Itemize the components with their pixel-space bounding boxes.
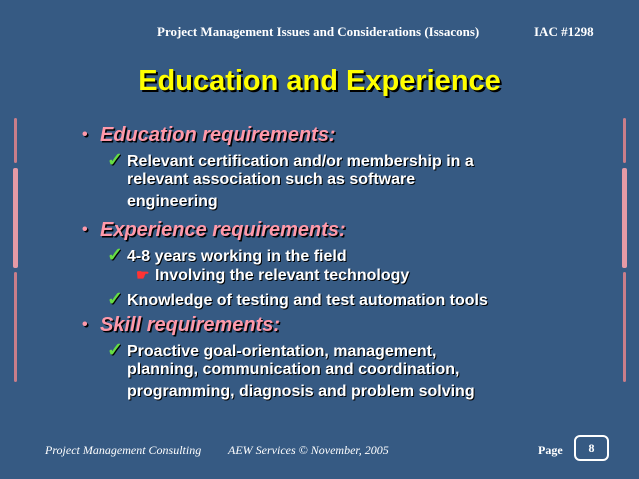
check-icon: ✓ (107, 245, 123, 266)
left-accent-bar-main (13, 168, 18, 268)
list-item (107, 244, 347, 267)
check-icon: ✓ (107, 289, 123, 310)
heading-label: Education requirements: (100, 124, 336, 146)
list-item-continuation: planning, communication and coordination, (127, 361, 460, 378)
section-heading-skills (82, 314, 280, 337)
item-text: Relevant certification and/or membership in a (127, 153, 474, 170)
check-icon: ✓ (107, 150, 123, 171)
footer-organization: Project Management Consulting (45, 443, 202, 457)
list-item-continuation: relevant association such as software (127, 171, 416, 188)
check-icon: ✓ (107, 340, 123, 361)
list-item-continuation: engineering (127, 193, 218, 210)
right-accent-bar-bottom (623, 272, 626, 382)
page-label: Page (538, 443, 563, 457)
item-text: 4-8 years working in the field (127, 248, 347, 265)
item-text: Proactive goal-orientation, management, (127, 343, 437, 360)
right-accent-bar-top (623, 118, 626, 163)
section-heading-education (82, 124, 336, 147)
pointing-hand-icon: ☛ (136, 267, 150, 284)
list-item (107, 339, 436, 362)
bullet-icon: • (82, 126, 88, 143)
page-number: 8 (574, 435, 609, 461)
course-title: Project Management Issues and Considerations (Issacons) (157, 24, 480, 39)
list-item (107, 288, 488, 311)
slide-title: Education and Experience (138, 65, 501, 97)
left-accent-bar-bottom (14, 272, 17, 382)
footer-copyright: AEW Services © November, 2005 (228, 443, 389, 457)
bullet-icon: • (82, 316, 88, 333)
heading-label: Experience requirements: (100, 219, 346, 241)
item-text: Knowledge of testing and test automation tools (127, 292, 488, 309)
right-accent-bar-main (622, 168, 627, 268)
course-code: IAC #1298 (534, 24, 594, 39)
section-heading-experience (82, 219, 346, 242)
list-item (107, 149, 474, 172)
heading-label: Skill requirements: (100, 314, 281, 336)
left-accent-bar-top (14, 118, 17, 163)
list-item-continuation: programming, diagnosis and problem solving (127, 383, 475, 400)
list-subitem (136, 266, 409, 285)
bullet-icon: • (82, 221, 88, 238)
item-text: Involving the relevant technology (155, 267, 410, 284)
